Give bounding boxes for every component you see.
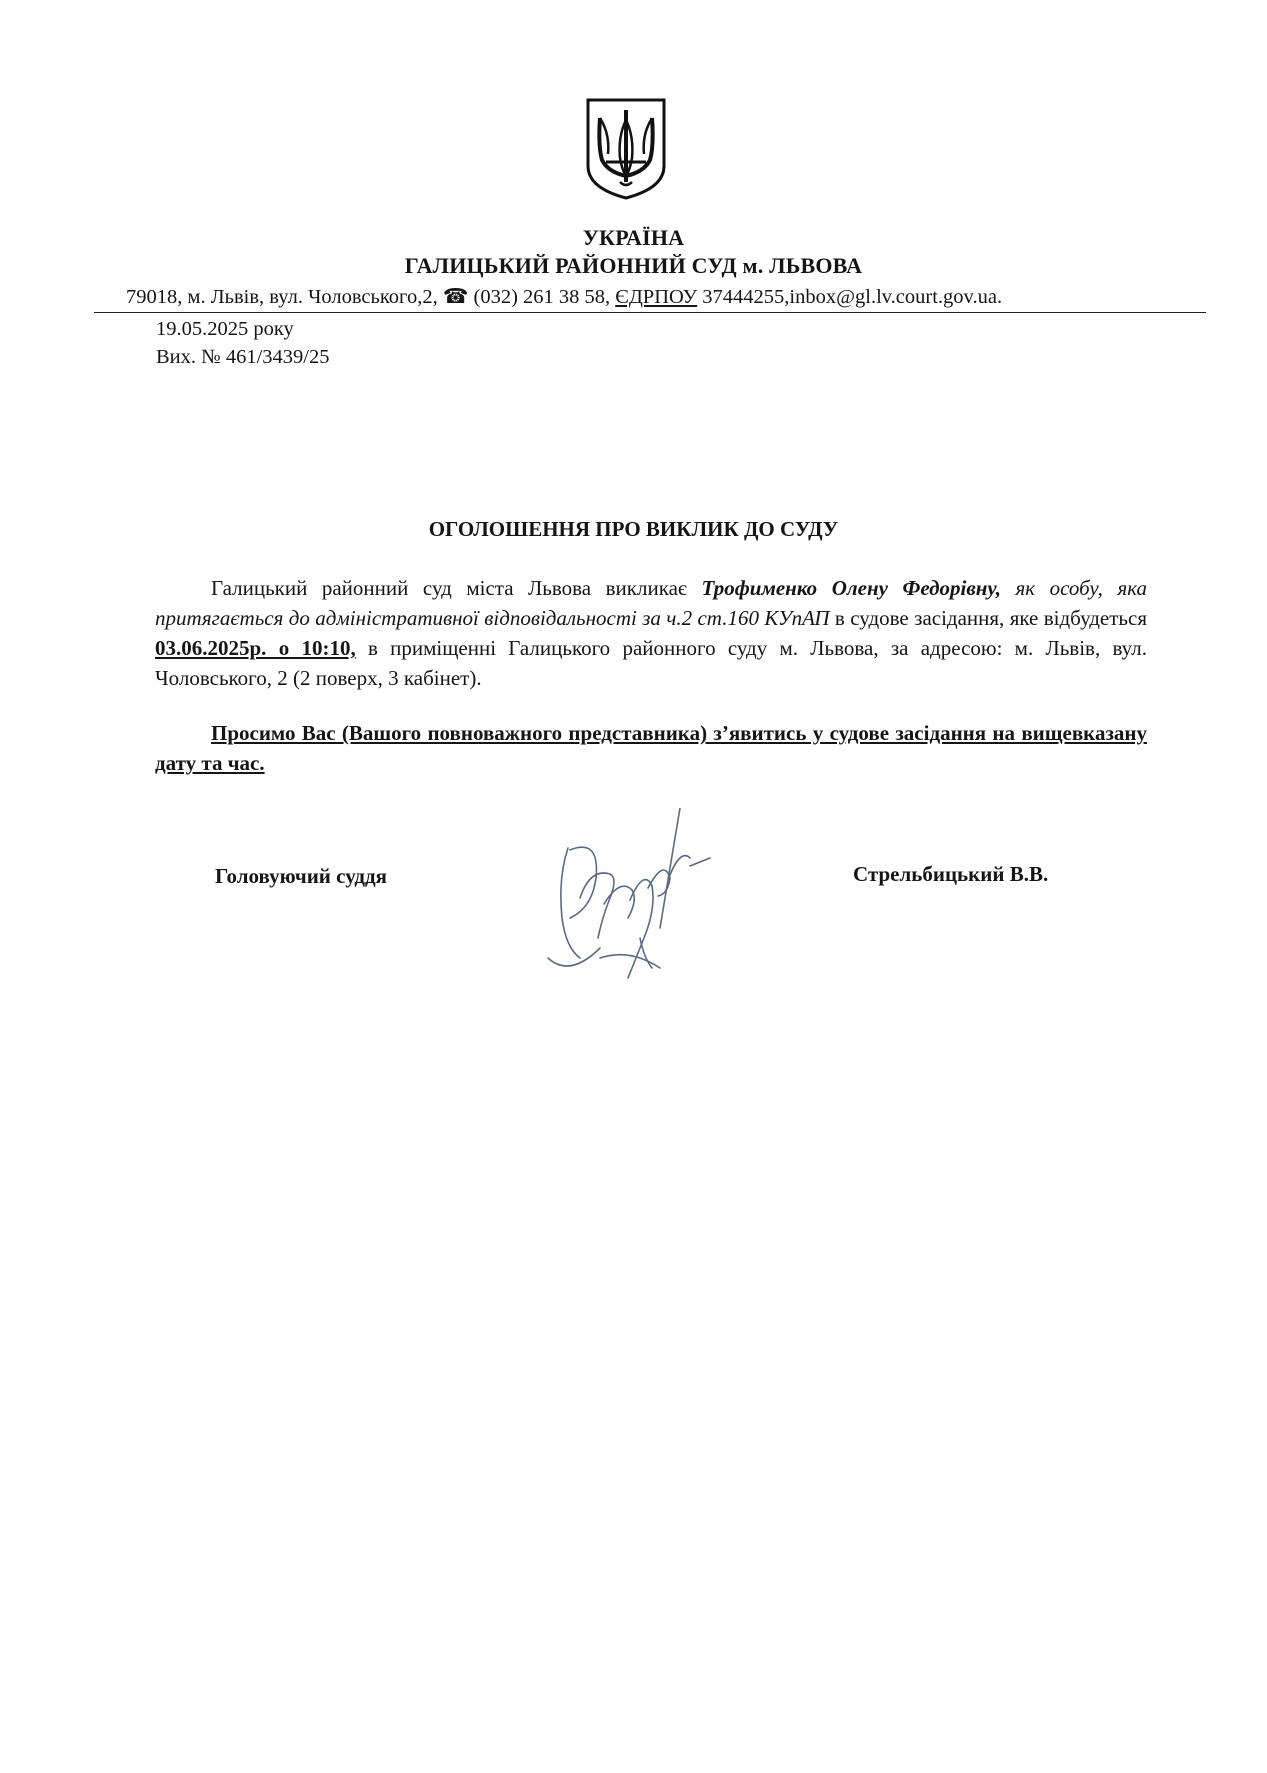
outgoing-number: Вих. № 461/3439/25 — [156, 346, 330, 368]
phone-number: (032) 261 38 58, — [468, 286, 616, 308]
country-heading: УКРАЇНА — [582, 225, 685, 250]
court-address-line — [126, 284, 1206, 309]
telephone-icon: ☎ — [442, 286, 469, 308]
signatory-title: Головуючий суддя — [215, 864, 387, 888]
appearance-request: Просимо Вас (Вашого повноважного представника) з’явитись у судове засідання на вищевказану дату та час. — [155, 721, 1147, 775]
notice-middle: в судове засідання, яке відбудеться — [829, 606, 1147, 630]
notice-location: в приміщенні Галицького районного суду м. Львова, за адресою: м. Львів, вул. Чоловського, 2 (2 поверх, 3 кабінет). — [155, 636, 1147, 690]
coat-of-arms-icon — [584, 96, 668, 202]
notice-intro: Галицький районний суд міста Львова викликає — [211, 576, 702, 600]
handwritten-signature — [540, 808, 715, 988]
address-text: 79018, м. Львів, вул. Чоловського,2, — [126, 286, 443, 308]
notice-paragraph — [155, 573, 1147, 693]
hearing-datetime: 03.06.2025р. о 10:10, — [155, 636, 356, 660]
edrpou-label: ЄДРПОУ — [615, 286, 698, 308]
summoned-person-role: як особу, яка притягається до адміністративної відповідальності за ч.2 ст.160 КУпАП — [155, 576, 1148, 630]
document-date: 19.05.2025 року — [156, 318, 294, 340]
summoned-person-name: Трофименко Олену Федорівну, — [701, 576, 1001, 600]
judge-name: Стрельбицький В.В. — [853, 862, 1049, 886]
edrpou-and-email: 37444255,inbox@gl.lv.court.gov.ua. — [697, 286, 1003, 308]
court-heading: ГАЛИЦЬКИЙ РАЙОННИЙ СУД м. ЛЬВОВА — [404, 253, 863, 278]
notice-title: ОГОЛОШЕННЯ ПРО ВИКЛИК ДО СУДУ — [428, 517, 839, 541]
header-divider — [94, 312, 1206, 313]
